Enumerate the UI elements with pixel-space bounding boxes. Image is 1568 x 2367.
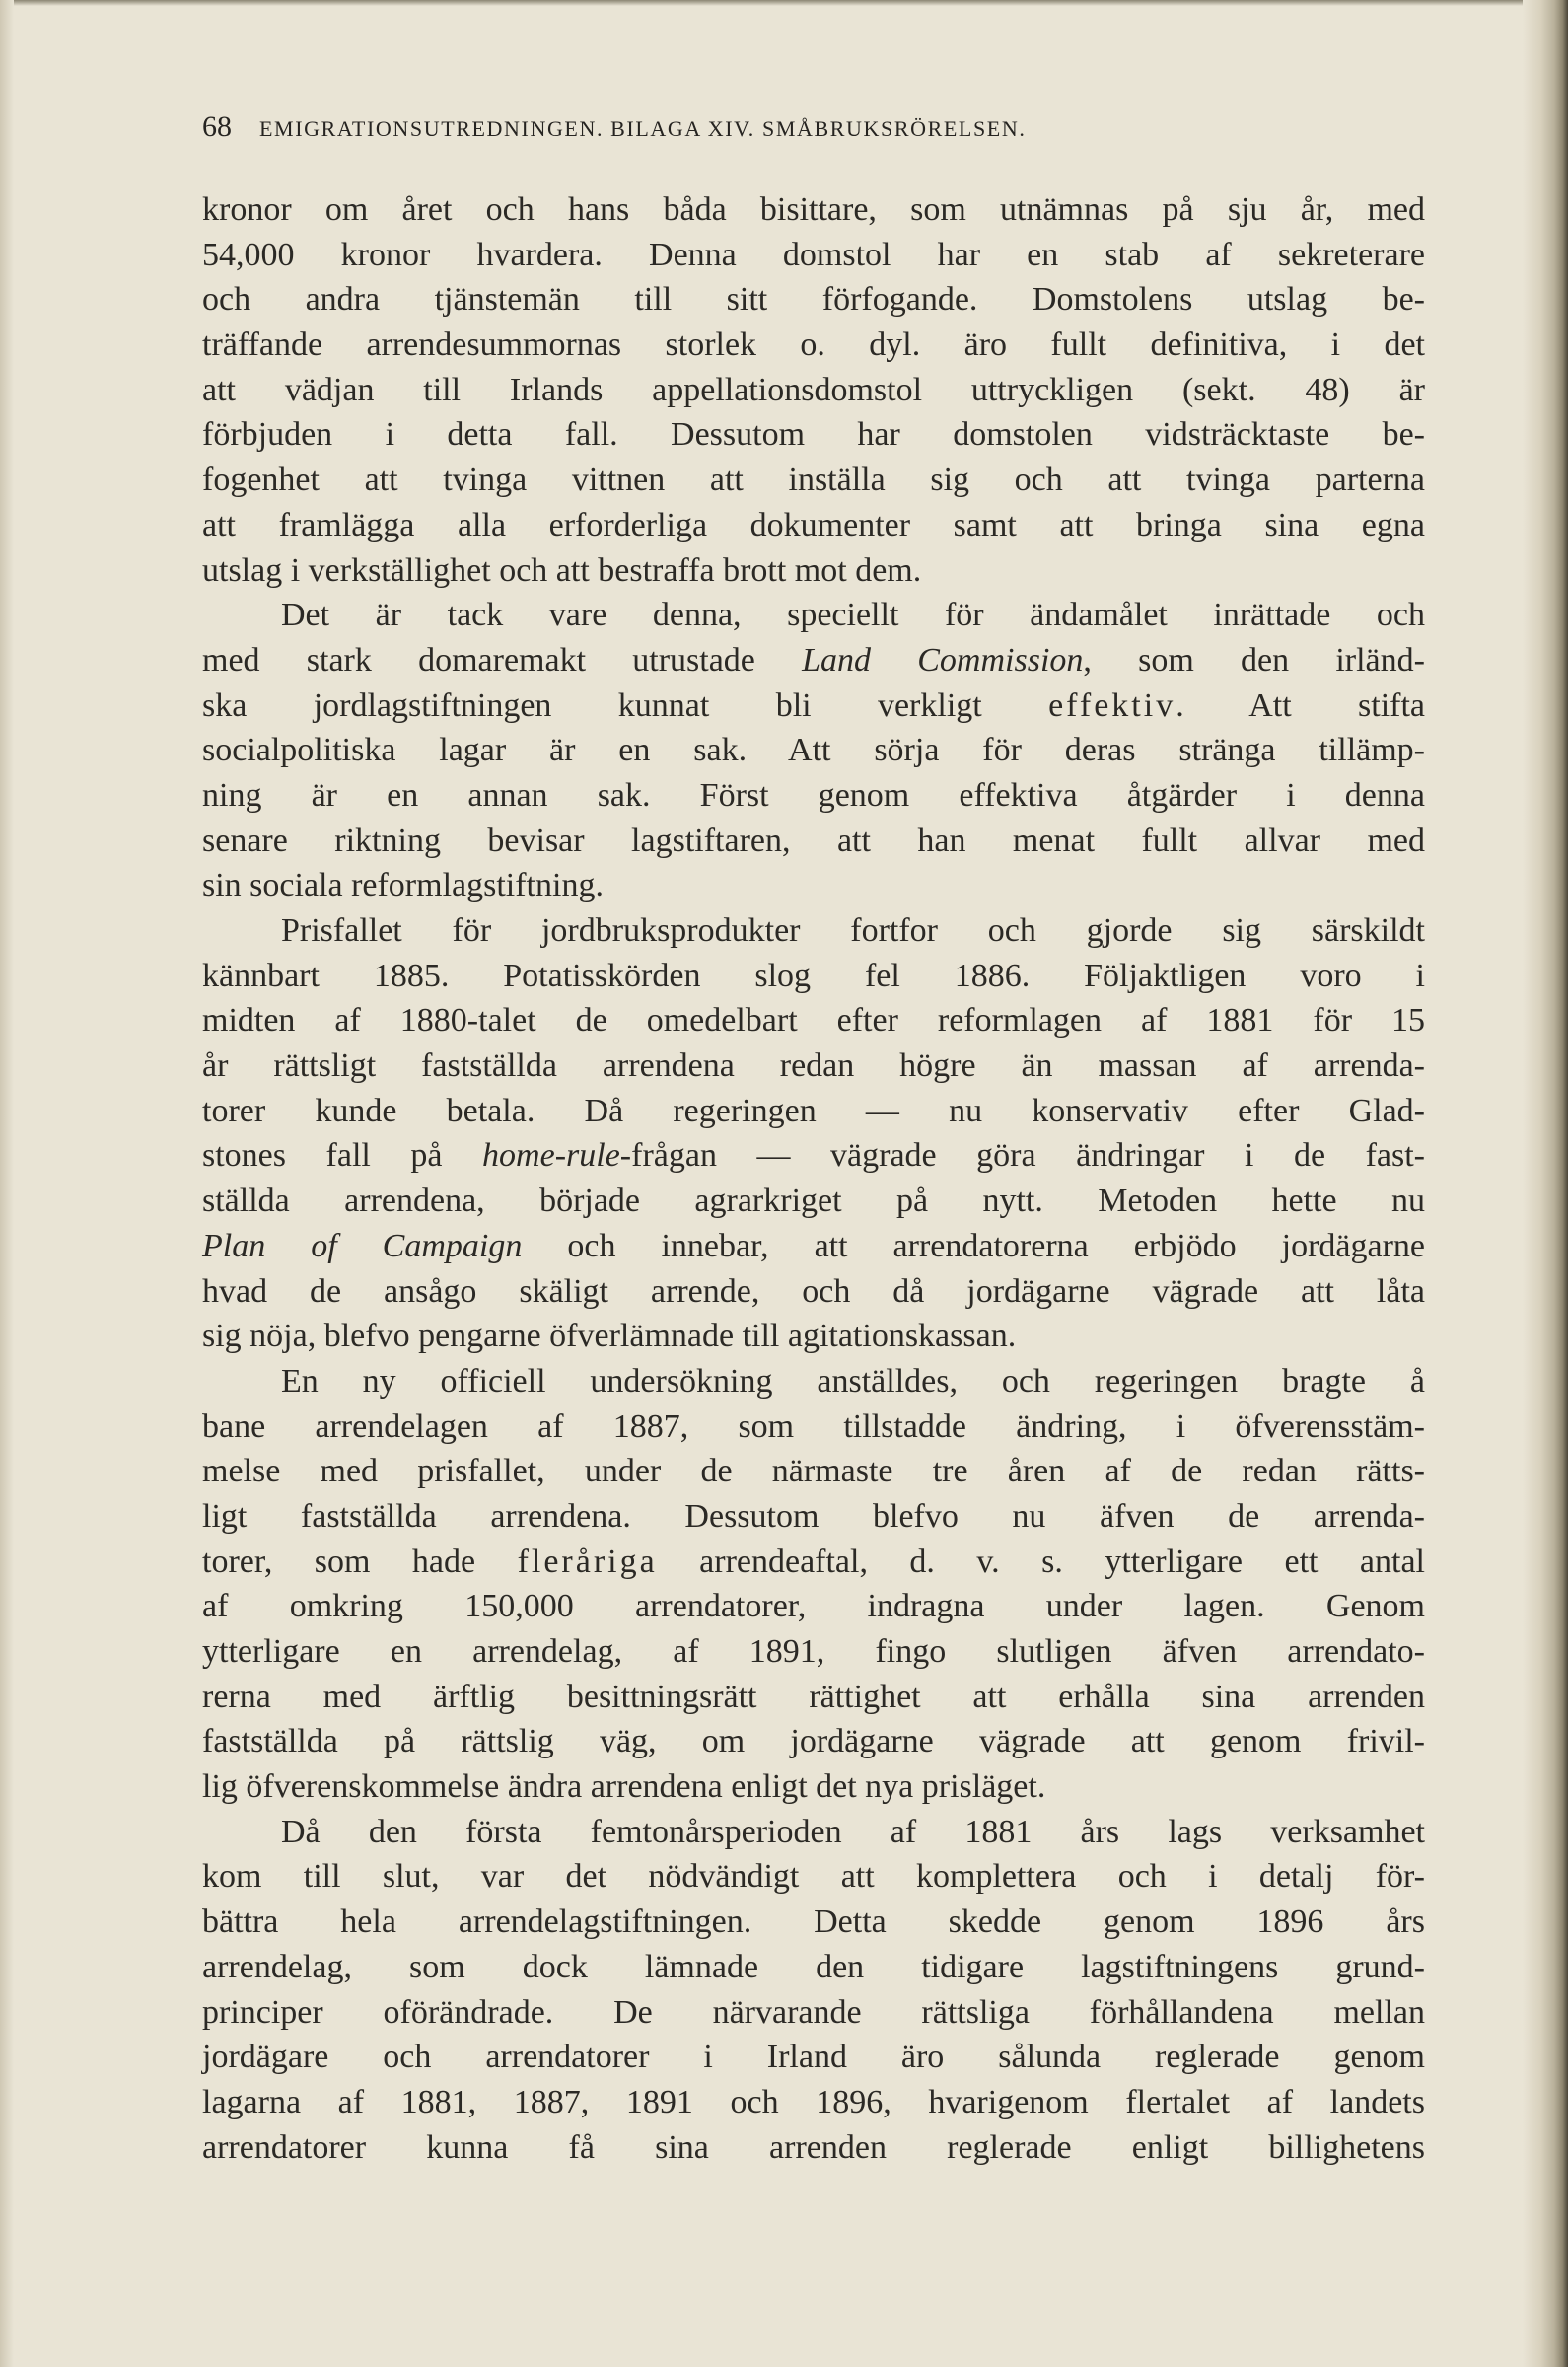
book-gutter-shadow xyxy=(1523,0,1568,2367)
text-line xyxy=(202,683,1425,729)
text-line: Det är tack vare denna, speciellt för ändamålet inrättade och xyxy=(281,597,1425,634)
text-line xyxy=(202,1133,1425,1179)
text-line: ställda arrendena, började agrarkriget på nytt. Metoden hette nu xyxy=(202,1183,1425,1220)
text-line: och andra tjänstemän till sitt förfogande. Domstolens utslag be- xyxy=(202,281,1425,319)
text-line: fogenhet att tvinga vittnen att inställa sig och att tvinga parterna xyxy=(202,462,1425,499)
page-number: 68 xyxy=(202,110,232,143)
text-line: torer kunde betala. Då regeringen — nu konservativ efter Glad- xyxy=(202,1092,1425,1129)
text-line: sig nöja, blefvo pengarne öfverlämnade till agitationskassan. xyxy=(202,1318,1017,1355)
spaced-term: fleråriga xyxy=(517,1542,658,1580)
text-line: att framlägga alla erforderliga dokumenter samt att bringa sina egna xyxy=(202,506,1425,543)
text-segment: stones fall på xyxy=(202,1137,483,1175)
text-line: kom till slut, var det nödvändigt att komplettera och i detalj för- xyxy=(202,1858,1425,1896)
text-line: fastställda på rättslig väg, om jordägarne vägrade att genom frivil- xyxy=(202,1723,1425,1760)
running-head xyxy=(202,110,1425,144)
text-line: utslag i verkställighet och att bestraffa brott mot dem. xyxy=(202,551,922,589)
text-line: senare riktning bevisar lagstiftaren, att han menat fullt allvar med xyxy=(202,822,1425,859)
text-line: 54,000 kronor hvardera. Denna domstol har en stab af sekreterare xyxy=(202,236,1425,273)
text-line: ytterligare en arrendelag, af 1891, fingo slutligen äfven arrendato- xyxy=(202,1633,1425,1670)
running-head-title: EMIGRATIONSUTREDNINGEN. BILAGA XIV. SMÅBRUKSRÖRELSEN. xyxy=(259,116,1027,141)
text-segment: -frågan — vägrade göra ändringar i de fast- xyxy=(619,1137,1425,1175)
text-line: Då den första femtonårsperioden af 1881 års lags verksamhet xyxy=(281,1813,1425,1850)
text-segment: arrendeaftal, d. v. s. ytterligare ett antal xyxy=(657,1542,1425,1580)
text-line: sin sociala reformlagstiftning. xyxy=(202,867,604,904)
text-segment: . Att stifta xyxy=(1176,686,1425,724)
text-line: att vädjan till Irlands appellationsdomstol uttryckligen (sekt. 48) är xyxy=(202,371,1425,408)
text-line: kronor om året och hans båda bisittare, som utnämnas på sju år, med xyxy=(202,191,1425,228)
text-line: hvad de ansågo skäligt arrende, och då jordägarne vägrade att låta xyxy=(202,1272,1425,1310)
italic-term: Plan of Campaign xyxy=(202,1227,523,1264)
text-line: jordägare och arrendatorer i Irland äro sålunda reglerade genom xyxy=(202,2039,1425,2076)
text-segment: med stark domaremakt utrustade xyxy=(202,641,803,679)
text-line: träffande arrendesummornas storlek o. dyl. äro fullt definitiva, i det xyxy=(202,326,1425,364)
italic-term: home-rule xyxy=(482,1137,620,1175)
text-segment: och innebar, att arrendatorerna erbjödo jordägarne xyxy=(522,1227,1425,1264)
text-line: melse med prisfallet, under de närmaste tre åren af de redan rätts- xyxy=(202,1453,1425,1490)
page-left-edge xyxy=(0,0,14,2367)
text-line xyxy=(202,1224,1425,1269)
text-segment: ska jordlagstiftningen kunnat bli verkligt xyxy=(202,686,1049,724)
text-line: af omkring 150,000 arrendatorer, indragna under lagen. Genom xyxy=(202,1588,1425,1625)
text-line: Prisfallet för jordbruksprodukter fortfor och gjorde sig särskildt xyxy=(281,912,1425,949)
text-line xyxy=(202,1540,1425,1585)
text-line: midten af 1880-talet de omedelbart efter reformlagen af 1881 för 15 xyxy=(202,1002,1425,1040)
italic-term: Land Commission xyxy=(802,641,1084,679)
page-top-edge xyxy=(0,0,1568,6)
text-line: lagarna af 1881, 1887, 1891 och 1896, hvarigenom flertalet af landets xyxy=(202,2083,1425,2120)
text-line: En ny officiell undersökning anställdes, och regeringen bragte å xyxy=(281,1362,1425,1399)
text-line: bane arrendelagen af 1887, som tillstadde ändring, i öfverensstäm- xyxy=(202,1407,1425,1445)
text-line: arrendelag, som dock lämnade den tidigare lagstiftningens grund- xyxy=(202,1948,1425,1985)
text-segment: torer, som hade xyxy=(202,1542,518,1580)
text-line: bättra hela arrendelagstiftningen. Detta skedde genom 1896 års xyxy=(202,1903,1425,1941)
text-line: kännbart 1885. Potatisskörden slog fel 1886. Följaktligen voro i xyxy=(202,957,1425,994)
text-line: förbjuden i detta fall. Dessutom har domstolen vidsträcktaste be- xyxy=(202,416,1425,454)
text-line: arrendatorer kunna få sina arrenden reglerade enligt billighetens xyxy=(202,2128,1425,2166)
text-segment: , som den irländ- xyxy=(1083,641,1425,679)
text-line: socialpolitiska lagar är en sak. Att sörja för deras stränga tillämp- xyxy=(202,732,1425,769)
text-line: år rättsligt fastställda arrendena redan högre än massan af arrenda- xyxy=(202,1047,1425,1085)
text-line: principer oförändrade. De närvarande rättsliga förhållandena mellan xyxy=(202,1993,1425,2031)
text-line: ligt fastställda arrendena. Dessutom blefvo nu äfven de arrenda- xyxy=(202,1497,1425,1535)
text-line xyxy=(202,638,1425,683)
text-line: lig öfverenskommelse ändra arrendena enligt det nya prisläget. xyxy=(202,1768,1046,1806)
text-line: rerna med ärftlig besittningsrätt rättighet att erhålla sina arrenden xyxy=(202,1678,1425,1715)
spaced-term: effektiv xyxy=(1048,686,1176,724)
body-text xyxy=(202,187,1425,2170)
text-line: ning är en annan sak. Först genom effektiva åtgärder i denna xyxy=(202,776,1425,814)
